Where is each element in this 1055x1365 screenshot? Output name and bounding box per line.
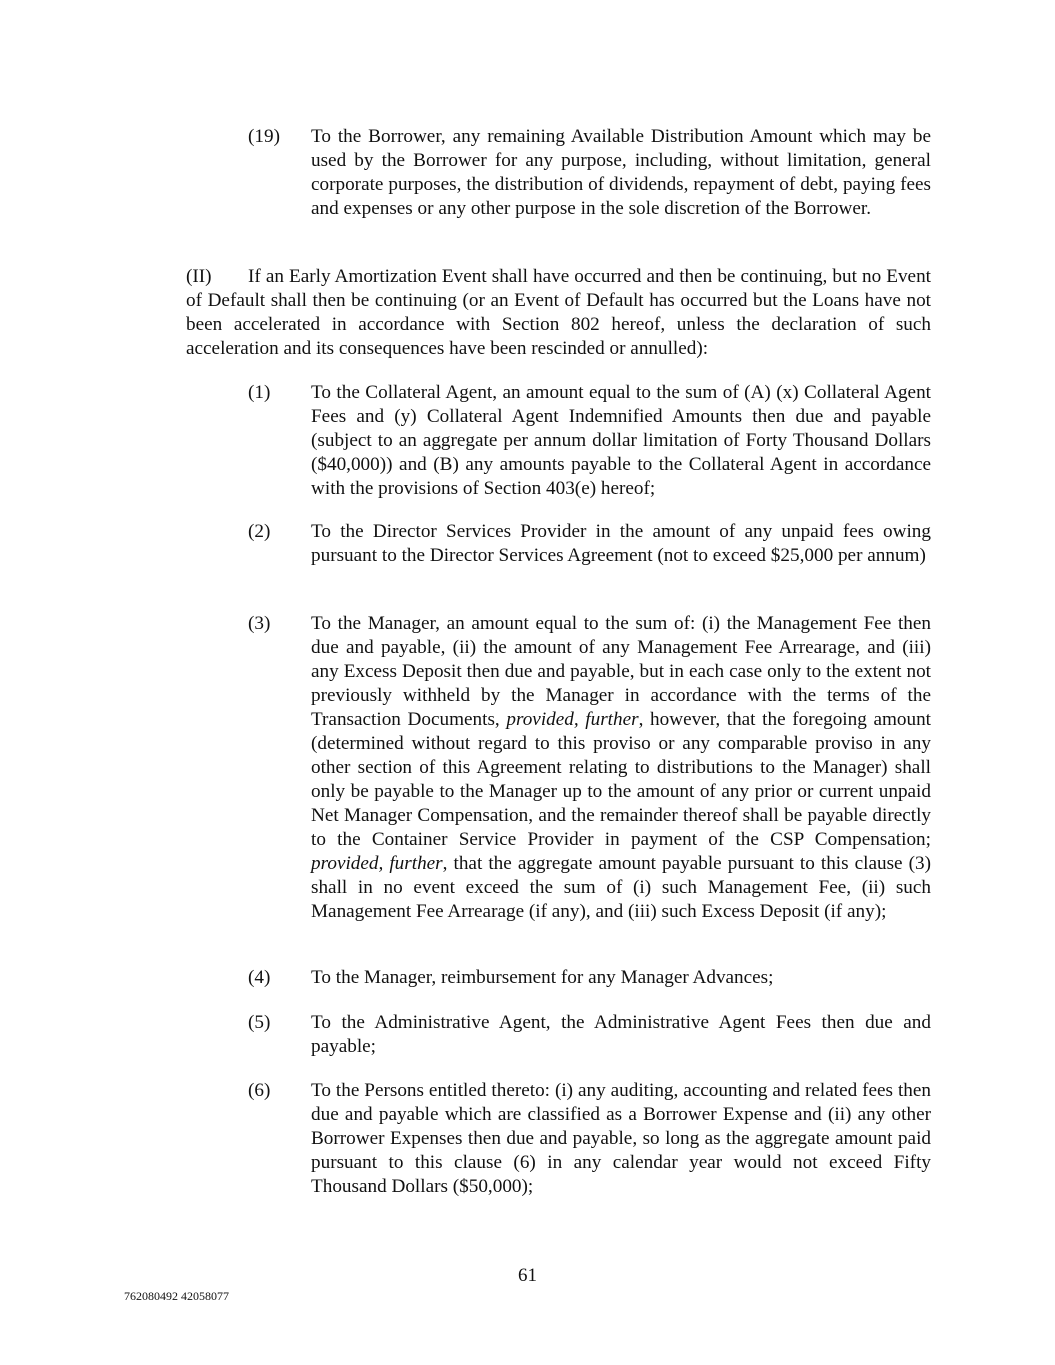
clause-19 [248, 125, 931, 221]
proviso-italic: provided, further [506, 709, 639, 730]
clause-number: (1) [248, 382, 271, 403]
clause-text: To the Borrower, any remaining Available Distribution Amount which may be used by the Borrower for any purpose, including, without limitation, general corporate purposes, the distribution of dividends, repayment of debt, paying fees and expenses or any other purpose in the sole discretion of the Borrower. [311, 126, 931, 219]
clause-text [311, 612, 931, 924]
section-number: (II) [186, 266, 212, 287]
clause-number: (3) [248, 613, 271, 634]
clause-text-part: , that the aggregate amount payable pursuant to this clause (3) shall in no event exceed the sum of (i) such Management Fee, (ii) such Management Fee Arrearage (if any), and (iii) such Excess Deposit (if any); [311, 853, 931, 922]
clause-text: To the Director Services Provider in the amount of any unpaid fees owing pursuant to the Director Services Agreement (not to exceed $25,000 per annum) [311, 521, 931, 566]
clause-number: (6) [248, 1080, 271, 1101]
clause-text: To the Administrative Agent, the Administrative Agent Fees then due and payable; [311, 1012, 931, 1057]
clause-number: (2) [248, 521, 271, 542]
clause-text-part: To the Manager, an amount equal to the sum of: (i) the Management Fee then due and payable, (ii) the amount of any Management Fee Arrearage, and (iii) any Excess Deposit then due and payable, but in each case only to the extent not previously withheld by the Manager in accordance with the terms of the Transaction Documents, [311, 613, 931, 730]
clause-2 [248, 520, 931, 568]
clause-6 [248, 1079, 931, 1199]
clause-number: (19) [248, 126, 280, 147]
clause-text: To the Manager, reimbursement for any Manager Advances; [311, 967, 774, 988]
clause-number: (5) [248, 1012, 271, 1033]
clause-text: To the Collateral Agent, an amount equal to the sum of (A) (x) Collateral Agent Fees and (y) Collateral Agent Indemnified Amounts then due and payable (subject to an aggregate per annum dollar limitation of Forty Thousand Dollars ($40,000)) and (B) any amounts payable to the Collateral Agent in accordance with the provisions of Section 403(e) hereof; [311, 382, 931, 499]
clause-number: (4) [248, 967, 271, 988]
section-ii-paragraph [186, 265, 931, 361]
section-text: If an Early Amortization Event shall have occurred and then be continuing, but no Event of Default shall then be continuing (or an Event of Default has occurred but the Loans have not been accelerated in accordance with Section 802 hereof, unless the declaration of such acceleration and its consequences have been rescinded or annulled): [186, 266, 931, 359]
clause-4 [248, 966, 931, 990]
clause-5 [248, 1011, 931, 1059]
clause-text: To the Persons entitled thereto: (i) any auditing, accounting and related fees then due and payable which are classified as a Borrower Expense and (ii) any other Borrower Expenses then due and payable, so long as the aggregate amount paid pursuant to this clause (6) in any calendar year would not exceed Fifty Thousand Dollars ($50,000); [311, 1080, 931, 1197]
document-id: 762080492 42058077 [124, 1289, 229, 1303]
clause-text-part: , however, that the foregoing amount (determined without regard to this proviso or any comparable proviso in any other section of this Agreement relating to distributions to the Manager) shall only be payable to the Manager up to the amount of any prior or current unpaid Net Manager Compensation, and the remainder thereof shall be payable directly to the Container Service Provider in payment of the CSP Compensation; [311, 709, 932, 850]
clause-3 [248, 612, 931, 924]
proviso-italic: provided, further [311, 853, 443, 874]
page-number: 61 [518, 1265, 537, 1286]
clause-1 [248, 381, 931, 501]
